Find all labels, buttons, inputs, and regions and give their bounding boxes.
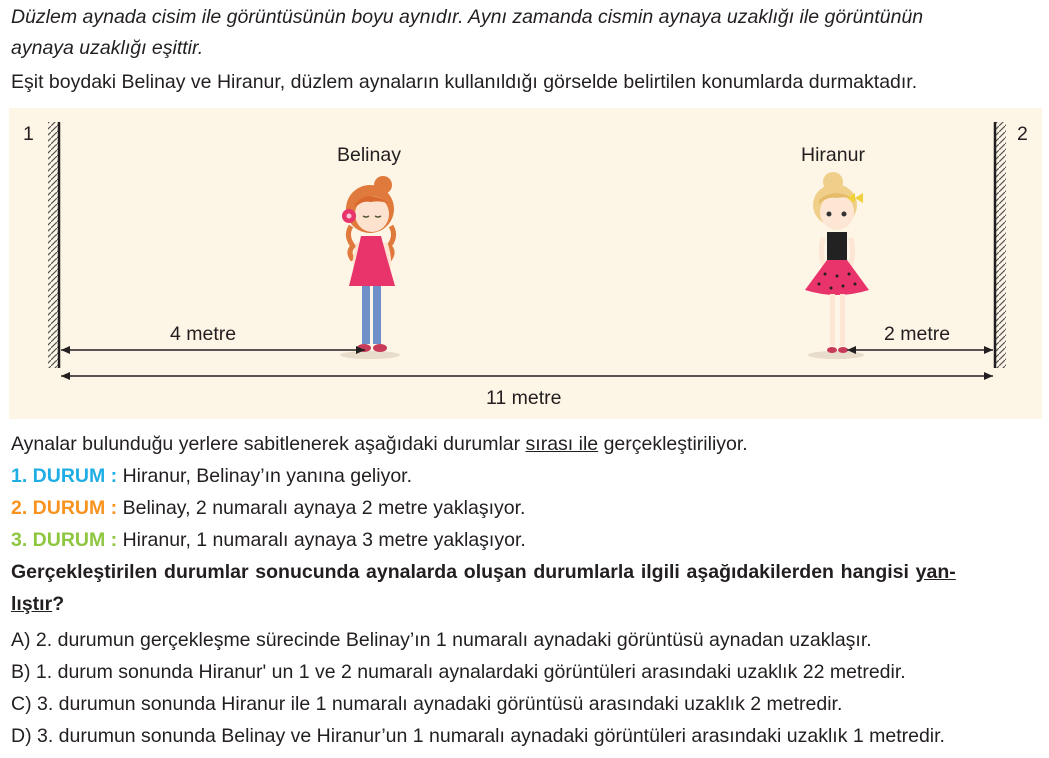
intro-line-1: Düzlem aynada cisim ile görüntüsünün boyu aynıdır. Aynı zamanda cismin aynaya uzaklığı ile görüntünün [11, 6, 924, 28]
distance-arrow-4m [61, 346, 365, 354]
distance-arrow-2m [847, 346, 993, 354]
question-text: Gerçekleştirilen durumlar sonucunda aynalarda oluşan durumlarla ilgili aşağıdakilerden hangisi [11, 561, 916, 583]
step-2 [11, 497, 525, 520]
mirror-1 [48, 122, 59, 368]
mirror-figure [9, 108, 1042, 419]
step-3-text: Hiranur, 1 numaralı aynaya 3 metre yaklaşıyor. [117, 529, 526, 551]
steps-intro-underlined: sırası ile [525, 433, 599, 455]
step-1 [11, 465, 412, 488]
step-2-label: 2. DURUM : [11, 497, 118, 519]
option-b-letter: B) [11, 661, 31, 683]
question-mark: ? [52, 593, 65, 615]
step-1-label: 1. DURUM : [11, 465, 118, 487]
distance-arrow-11m [61, 372, 993, 380]
question-line-1 [11, 561, 956, 584]
belinay-figure-icon [340, 176, 400, 359]
hiranur-figure-icon [805, 172, 869, 359]
option-c-text: 3. durumun sonunda Hiranur ile 1 numaralı aynadaki görüntüsü arasındaki uzaklık 2 metredir. [37, 693, 843, 715]
distance-label-right: 2 metre [884, 323, 951, 345]
mirror-2 [995, 122, 1006, 368]
intro-line-3: Eşit boydaki Belinay ve Hiranur, düzlem aynaların kullanıldığı görselde belirtilen konumlarda durmaktadır. [11, 71, 918, 93]
question-underlined-part-2: lıştır [11, 593, 53, 615]
option-d[interactable] [11, 725, 945, 748]
steps-intro-before: Aynalar bulunduğu yerlere sabitlenerek aşağıdaki durumlar [11, 433, 526, 455]
question-line-2 [11, 593, 64, 616]
steps-intro-after: gerçekleştiriliyor. [598, 433, 748, 455]
step-1-text: Hiranur, Belinay’ın yanına geliyor. [117, 465, 413, 487]
option-b-text: 1. durum sonunda Hiranur' un 1 ve 2 numaralı aynalardaki görüntüleri arasındaki uzaklık 22 metredir. [35, 661, 906, 683]
option-d-text: 3. durumun sonunda Belinay ve Hiranur’un 1 numaralı aynadaki görüntüleri arasındaki uzaklık 1 metredir. [37, 725, 945, 747]
figure-drawing [9, 108, 1042, 419]
option-c[interactable] [11, 693, 842, 716]
option-a-letter: A) [11, 629, 31, 651]
step-3-label: 3. DURUM : [11, 529, 118, 551]
option-b[interactable] [11, 661, 906, 684]
question-underlined-part-1: yan- [915, 561, 956, 583]
distance-label-total: 11 metre [486, 387, 562, 409]
option-d-letter: D) [11, 725, 32, 747]
mirror-2-label: 2 [1017, 123, 1028, 145]
belinay-name: Belinay [337, 144, 401, 166]
option-c-letter: C) [11, 693, 32, 715]
distance-label-left: 4 metre [170, 323, 237, 345]
option-a-text: 2. durumun gerçekleşme sürecinde Belinay’ın 1 numaralı aynadaki görüntüsü aynadan uzaklaşır. [35, 629, 872, 651]
hiranur-name: Hiranur [801, 144, 865, 166]
step-2-text: Belinay, 2 numaralı aynaya 2 metre yaklaşıyor. [117, 497, 526, 519]
mirror-1-label: 1 [23, 123, 34, 145]
option-a[interactable] [11, 629, 872, 652]
steps-intro [11, 433, 748, 456]
step-3 [11, 529, 526, 552]
intro-line-2: aynaya uzaklığı eşittir. [11, 37, 204, 59]
